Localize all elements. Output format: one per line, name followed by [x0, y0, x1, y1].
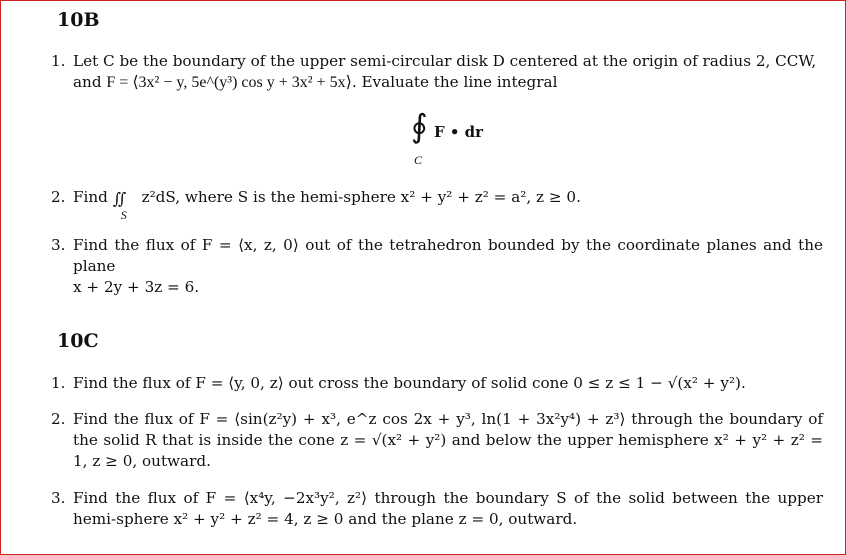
problem-text-line1: Let C be the boundary of the upper semi-circular disk D centered at the origin of radius 2, CCW,	[73, 52, 817, 70]
problem-number: 1.	[51, 52, 66, 70]
problem-10b-3	[51, 235, 823, 298]
surface-integral	[112, 188, 137, 222]
problem-number: 1.	[51, 374, 66, 392]
problem-text-line1: Find the flux of F = ⟨x, z, 0⟩ out of the tetrahedron bounded by the coordinate planes and the plane	[73, 236, 823, 275]
integral-expression: F • dr	[434, 123, 484, 141]
problem-10c-1	[51, 373, 823, 394]
problem-10c-2	[51, 409, 823, 472]
integral-subscript: S	[120, 208, 127, 222]
section-title-10b: 10B	[57, 9, 100, 31]
problem-number: 2.	[51, 188, 66, 206]
problem-text: Find the flux of F = ⟨y, 0, z⟩ out cross the boundary of solid cone 0 ≤ z ≤ 1 − √(x² + y²).	[73, 374, 746, 392]
problem-text-rest: z²dS, where S is the hemi-sphere x² + y² + z² = a², z ≥ 0.	[141, 188, 581, 206]
problem-text-find: Find	[73, 188, 108, 206]
section-title-10c: 10C	[57, 330, 99, 352]
problem-10b-2	[51, 187, 823, 222]
vector-field: F = ⟨3x² − y, 5e^(y³) cos y + 3x² + 5x⟩	[106, 74, 352, 91]
integral-subscript: C	[414, 153, 423, 167]
problem-number: 3.	[51, 236, 66, 254]
problem-10b-1	[51, 51, 823, 93]
double-integral-icon: ∬	[112, 189, 122, 208]
problem-text-line2: . Evaluate the line integral	[351, 73, 558, 91]
contour-integral-icon: ∮	[411, 107, 428, 145]
line-integral	[411, 107, 531, 173]
problem-number: 3.	[51, 489, 66, 507]
problem-text: Find the flux of F = ⟨sin(z²y) + x³, e^z cos 2x + y³, ln(1 + 3x²y⁴) + z³⟩ through the boundary of the solid R that is inside the cone z = √(x² + y²) and below the upper hemisphere x² + y² + z² = 1, z ≥ 0, outward.	[73, 410, 823, 470]
problem-text	[73, 235, 823, 298]
problem-number: 2.	[51, 410, 66, 428]
problem-text-line2: x + 2y + 3z = 6.	[73, 278, 200, 296]
problem-10c-3	[51, 488, 823, 530]
problem-text	[73, 187, 823, 222]
problem-text-and: and	[73, 73, 102, 91]
problem-text: Find the flux of F = ⟨x⁴y, −2x³y², z²⟩ through the boundary S of the solid between the upper hemi-sphere x² + y² + z² = 4, z ≥ 0 and the plane z = 0, outward.	[73, 489, 823, 528]
problem-text	[73, 51, 823, 93]
